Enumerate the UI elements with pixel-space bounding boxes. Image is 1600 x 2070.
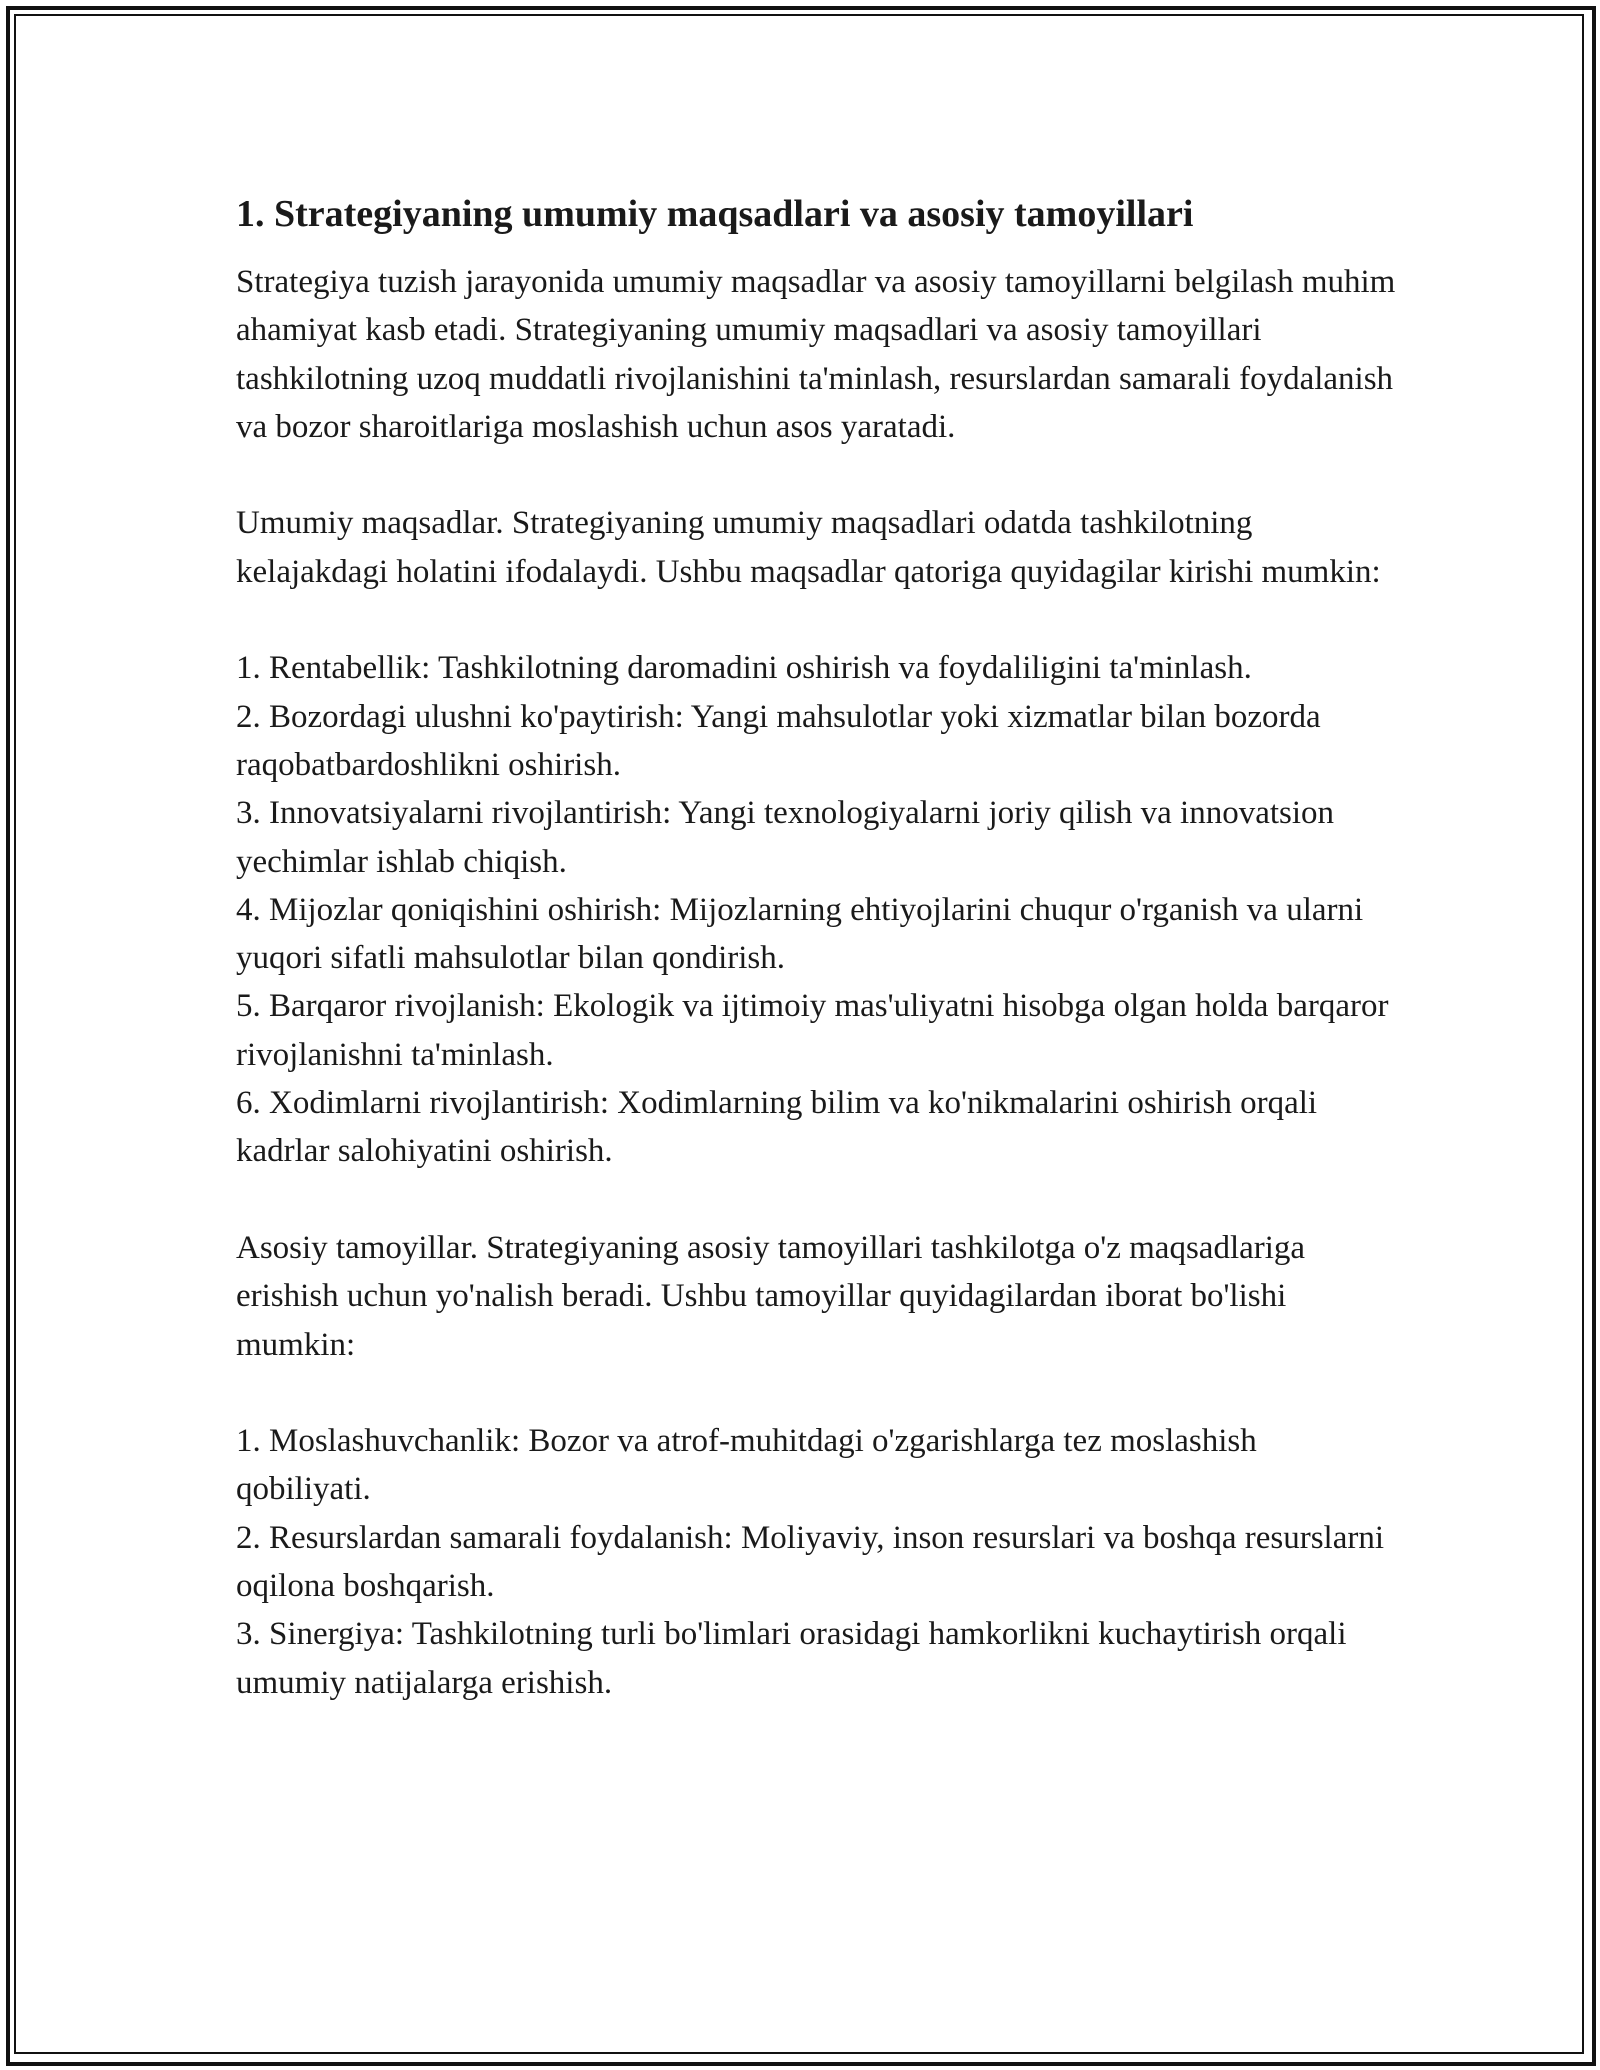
intro-paragraph: Strategiya tuzish jarayonida umumiy maqsadlar va asosiy tamoyillarni belgilash muhim ahamiyat kasb etadi. Strategiyaning umumiy maqsadlari va asosiy tamoyillari tashkilotning uzoq muddatli rivojlanishini ta'minlash, resurslardan samarali foydalanish va bozor sharoitlariga moslashish uchun asos yaratadi. [236,264,1396,445]
paragraph-spacer [236,1369,1396,1417]
goal-item: 3. Innovatsiyalarni rivojlantirish: Yangi texnologiyalarni joriy qilish va innovatsion yechimlar ishlab chiqish. [236,795,1335,880]
goal-item: 5. Barqaror rivojlanish: Ekologik va ijtimoiy mas'uliyatni hisobga olgan holda barqaror rivojlanishni ta'minlash. [236,988,1389,1073]
document-body [236,188,1396,1707]
goal-item: 4. Mijozlar qoniqishini oshirish: Mijozlarning ehtiyojlarini chuqur o'rganish va ularni yuqori sifatli mahsulotlar bilan qondirish. [236,891,1364,977]
goal-item: 2. Bozordagi ulushni ko'paytirish: Yangi mahsulotlar yoki xizmatlar bilan bozorda raqobatbardoshlikni oshirish. [236,698,1321,783]
principles-intro-paragraph: Asosiy tamoyillar. Strategiyaning asosiy tamoyillari tashkilotga o'z maqsadlariga erishish uchun yo'nalish beradi. Ushbu tamoyillar quyidagilardan iborat bo'lishi mumkin: [236,1229,1306,1363]
section-heading: 1. Strategiyaning umumiy maqsadlari va asosiy tamoyillari [236,193,1194,235]
paragraph-spacer [236,596,1396,644]
paragraph-spacer [236,1176,1396,1224]
principle-item: 2. Resurslardan samarali foydalanish: Moliyaviy, inson resurslari va boshqa resurslarni oqilona boshqarish. [236,1519,1385,1605]
principles-list [236,1417,1396,1707]
principle-item: 3. Sinergiya: Tashkilotning turli bo'limlari orasidagi hamkorlikni kuchaytirish orqali umumiy natijalarga erishish. [236,1616,1347,1701]
paragraph-spacer [236,451,1396,499]
goal-item: 1. Rentabellik: Tashkilotning daromadini oshirish va foydaliligini ta'minlash. [236,650,1252,687]
goals-intro-paragraph: Umumiy maqsadlar. Strategiyaning umumiy maqsadlari odatda tashkilotning kelajakdagi holatini ifodalaydi. Ushbu maqsadlar qatoriga quyidagilar kirishi mumkin: [236,505,1381,590]
goals-list [236,644,1396,1175]
principle-item: 1. Moslashuvchanlik: Bozor va atrof-muhitdagi o'zgarishlarga tez moslashish qobiliyati. [236,1423,1257,1508]
goal-item: 6. Xodimlarni rivojlantirish: Xodimlarning bilim va ko'nikmalarini oshirish orqali kadrlar salohiyatini oshirish. [236,1085,1318,1170]
